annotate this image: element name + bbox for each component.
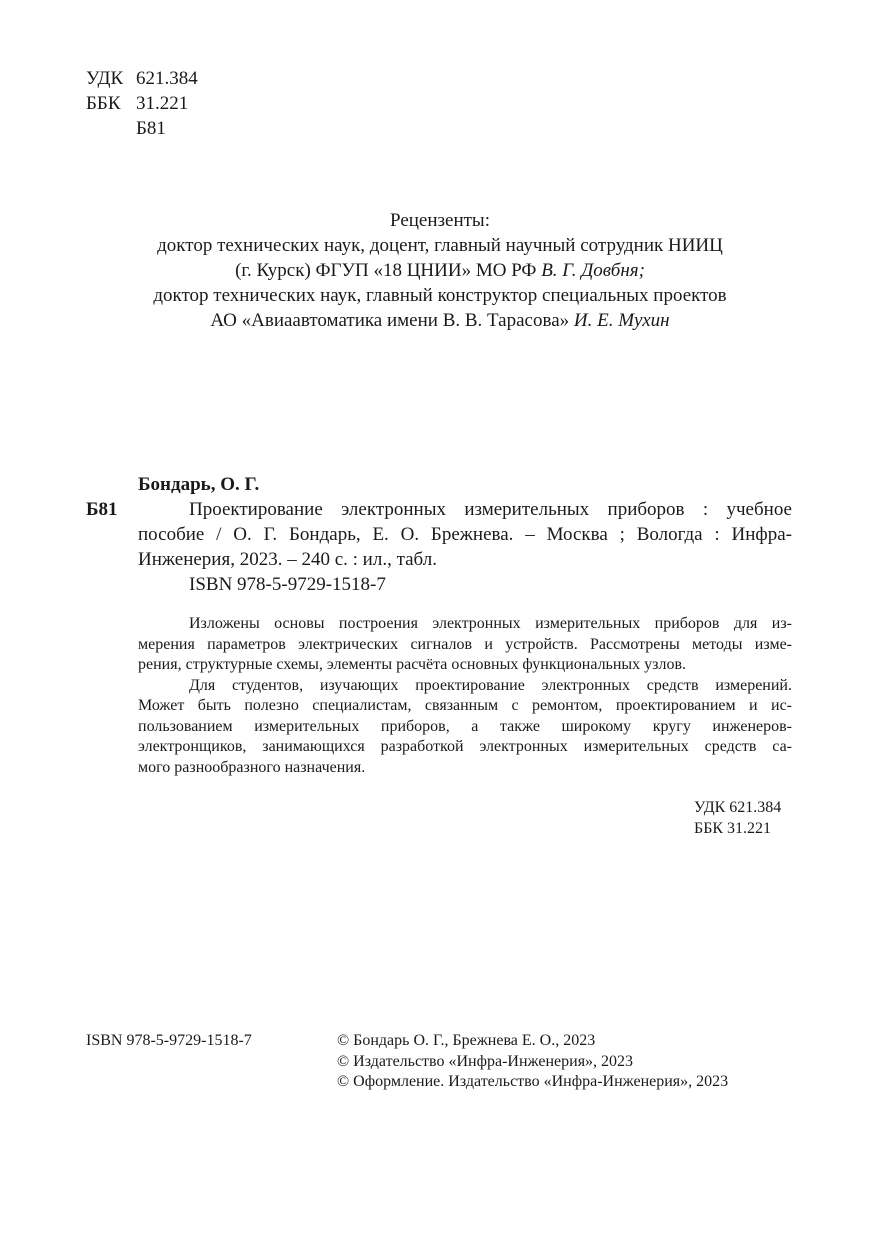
udk-label: УДК bbox=[86, 68, 124, 89]
classification-right bbox=[694, 798, 781, 839]
reviewer-2-line-1: доктор технических наук, главный конструктор специальных проектов bbox=[153, 285, 727, 306]
reviewer-1-line-2 bbox=[100, 258, 780, 283]
bbk-value: 31.221 bbox=[136, 93, 189, 114]
bib-isbn: ISBN 978-5-9729-1518-7 bbox=[189, 574, 386, 595]
bib-author: Бондарь, О. Г. bbox=[138, 474, 260, 495]
reviewers-block bbox=[100, 208, 780, 333]
bib-line-1: Проектирование электронных измерительных приборов : учебное bbox=[189, 499, 792, 520]
classification-block bbox=[86, 66, 198, 141]
copyright-block bbox=[337, 1031, 728, 1093]
abstract bbox=[138, 614, 792, 778]
bib-line-3: Инженерия, 2023. – 240 с. : ил., табл. bbox=[138, 549, 437, 570]
abstract-p1-line-2: мерения параметров электрических сигналов и устройств. Рассмотрены методы изме- bbox=[138, 635, 792, 653]
author-mark: Б81 bbox=[136, 118, 166, 139]
bbk-right: ББК 31.221 bbox=[694, 819, 772, 837]
abstract-p2-line-1: Для студентов, изучающих проектирование электронных средств измерений. bbox=[189, 676, 792, 694]
reviewer-2-line-2 bbox=[100, 308, 780, 333]
author-mark-row bbox=[86, 116, 198, 141]
reviewer-2-name: И. Е. Мухин bbox=[573, 310, 670, 331]
reviewer-1-line-1: доктор технических наук, доцент, главный научный сотрудник НИИЦ bbox=[157, 235, 723, 256]
abstract-p2-line-5: мого разнообразного назначения. bbox=[138, 758, 366, 776]
reviewers-heading: Рецензенты: bbox=[390, 210, 490, 231]
udk-row bbox=[86, 66, 198, 91]
bbk-label: ББК bbox=[86, 93, 121, 114]
bib-author-mark: Б81 bbox=[86, 499, 118, 520]
bib-line-2: пособие / О. Г. Бондарь, Е. О. Брежнева. – Москва ; Вологда : Инфра- bbox=[138, 524, 792, 545]
copyright-publisher: © Издательство «Инфра-Инженерия», 2023 bbox=[337, 1052, 634, 1070]
reviewer-2-org: АО «Авиаавтоматика имени В. В. Тарасова» bbox=[210, 310, 574, 331]
abstract-p1-line-1: Изложены основы построения электронных измерительных приборов для из- bbox=[189, 615, 792, 632]
copyright-design: © Оформление. Издательство «Инфра-Инженерия», 2023 bbox=[337, 1073, 729, 1090]
bib-description bbox=[138, 497, 792, 597]
reviewer-1-org: (г. Курск) ФГУП «18 ЦНИИ» МО РФ bbox=[235, 260, 542, 281]
abstract-p2-line-2: Может быть полезно специалистам, связанным с ремонтом, проектированием и ис- bbox=[138, 697, 792, 714]
abstract-p2-line-3: пользованием измерительных приборов, а также широкому кругу инженеров- bbox=[138, 717, 792, 735]
udk-right: УДК 621.384 bbox=[694, 799, 782, 816]
udk-value: 621.384 bbox=[136, 68, 198, 89]
footer-isbn: ISBN 978-5-9729-1518-7 bbox=[86, 1032, 252, 1049]
copyright-authors: © Бондарь О. Г., Брежнева Е. О., 2023 bbox=[337, 1032, 596, 1049]
bbk-row bbox=[86, 91, 198, 116]
reviewer-1-name: В. Г. Довбня; bbox=[541, 260, 645, 281]
abstract-p2-line-4: электронщиков, занимающихся разработкой электронных измерительных средств са- bbox=[138, 738, 792, 755]
abstract-p1-line-3: рения, структурные схемы, элементы расчёта основных функциональных узлов. bbox=[138, 656, 687, 673]
